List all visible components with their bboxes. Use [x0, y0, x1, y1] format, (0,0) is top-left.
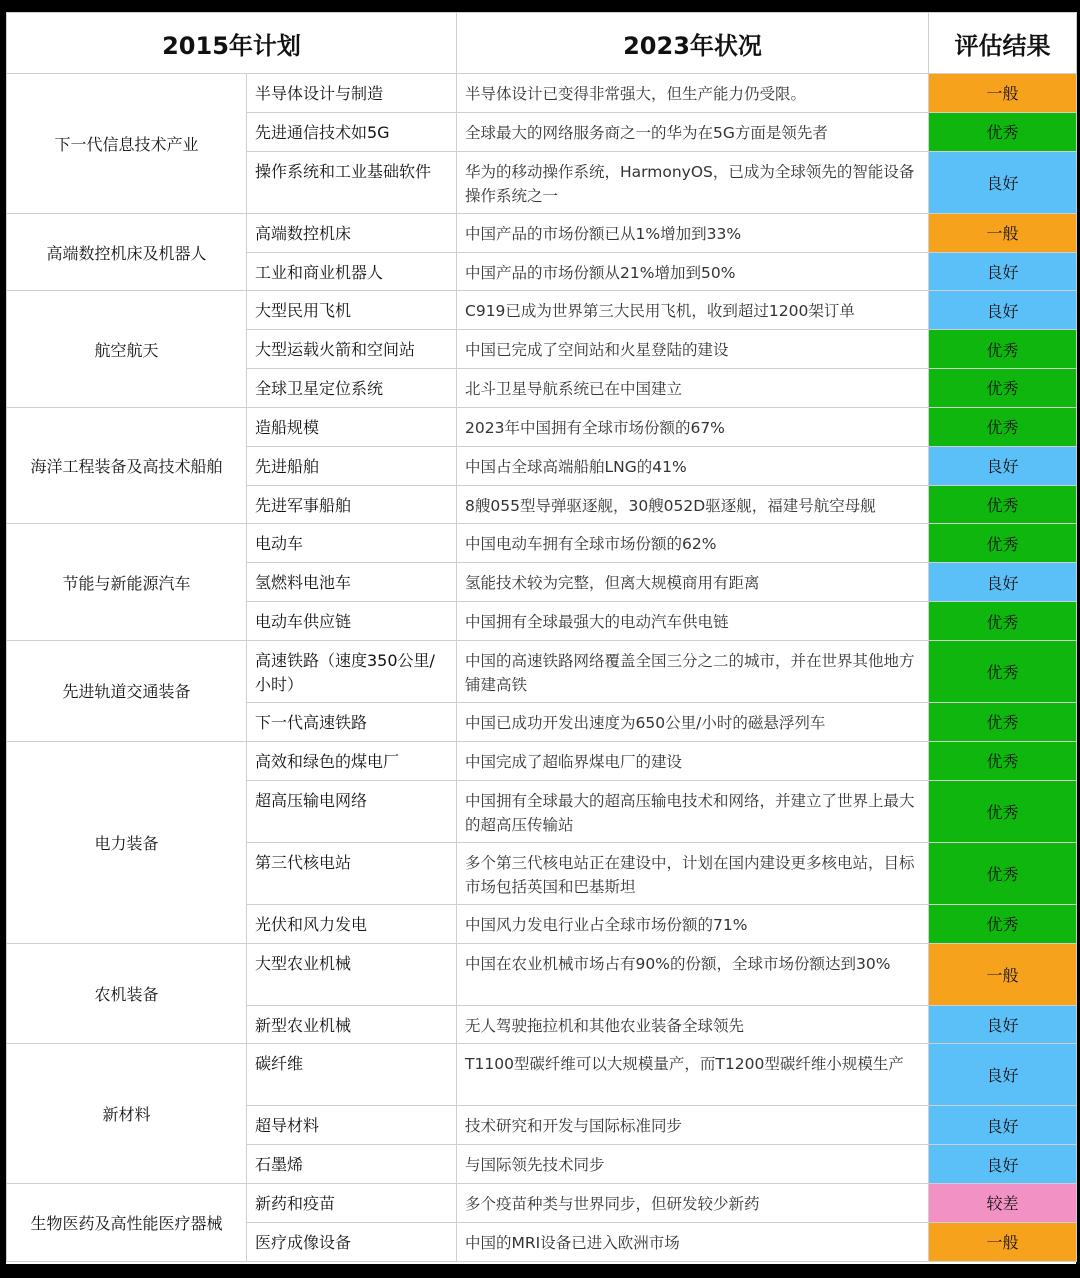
status-cell: 2023年中国拥有全球市场份额的67% [457, 407, 929, 446]
plan-item-cell: 先进军事船舶 [247, 485, 457, 524]
status-cell: 中国拥有全球最大的超高压输电技术和网络，并建立了世界上最大的超高压传输站 [457, 780, 929, 842]
table-row [7, 213, 1077, 252]
assessment-table [6, 12, 1077, 1262]
category-cell: 节能与新能源汽车 [7, 524, 247, 641]
rating-badge: 一般 [929, 213, 1077, 252]
rating-badge: 优秀 [929, 330, 1077, 369]
plan-item-cell: 高端数控机床 [247, 213, 457, 252]
status-cell: 北斗卫星导航系统已在中国建立 [457, 369, 929, 408]
category-cell: 先进轨道交通装备 [7, 640, 247, 741]
plan-item-cell: 电动车供应链 [247, 602, 457, 641]
status-cell: 华为的移动操作系统，HarmonyOS，已成为全球领先的智能设备操作系统之一 [457, 151, 929, 213]
table-row [7, 407, 1077, 446]
rating-badge: 良好 [929, 291, 1077, 330]
category-cell: 海洋工程装备及高技术船舶 [7, 407, 247, 524]
category-cell: 高端数控机床及机器人 [7, 213, 247, 291]
status-cell: 无人驾驶拖拉机和其他农业装备全球领先 [457, 1005, 929, 1044]
status-cell: 中国风力发电行业占全球市场份额的71% [457, 904, 929, 943]
status-cell: 多个第三代核电站正在建设中，计划在国内建设更多核电站，目标市场包括英国和巴基斯坦 [457, 842, 929, 904]
plan-item-cell: 光伏和风力发电 [247, 904, 457, 943]
status-cell: 与国际领先技术同步 [457, 1145, 929, 1184]
rating-badge: 优秀 [929, 842, 1077, 904]
plan-item-cell: 氢燃料电池车 [247, 563, 457, 602]
plan-item-cell: 下一代高速铁路 [247, 702, 457, 741]
plan-item-cell: 造船规模 [247, 407, 457, 446]
rating-badge: 优秀 [929, 524, 1077, 563]
plan-item-cell: 大型运载火箭和空间站 [247, 330, 457, 369]
rating-badge: 优秀 [929, 741, 1077, 780]
status-cell: 中国的MRI设备已进入欧洲市场 [457, 1222, 929, 1261]
rating-badge: 优秀 [929, 640, 1077, 702]
plan-item-cell: 操作系统和工业基础软件 [247, 151, 457, 213]
plan-item-cell: 全球卫星定位系统 [247, 369, 457, 408]
status-cell: 中国完成了超临界煤电厂的建设 [457, 741, 929, 780]
rating-badge: 一般 [929, 1222, 1077, 1261]
plan-item-cell: 新药和疫苗 [247, 1184, 457, 1223]
rating-badge: 优秀 [929, 702, 1077, 741]
header-plan: 2015年计划 [7, 13, 457, 74]
status-cell: 中国占全球高端船舶LNG的41% [457, 446, 929, 485]
plan-item-cell: 石墨烯 [247, 1145, 457, 1184]
status-cell: 中国已完成了空间站和火星登陆的建设 [457, 330, 929, 369]
rating-badge: 良好 [929, 1044, 1077, 1106]
status-cell: 中国拥有全球最强大的电动汽车供电链 [457, 602, 929, 641]
plan-item-cell: 高效和绿色的煤电厂 [247, 741, 457, 780]
rating-badge: 一般 [929, 74, 1077, 113]
rating-badge: 良好 [929, 1005, 1077, 1044]
table-row [7, 943, 1077, 1005]
category-cell: 生物医药及高性能医疗器械 [7, 1184, 247, 1262]
rating-badge: 良好 [929, 1106, 1077, 1145]
rating-badge: 优秀 [929, 112, 1077, 151]
status-cell: 中国产品的市场份额已从1%增加到33% [457, 213, 929, 252]
rating-badge: 优秀 [929, 780, 1077, 842]
status-cell: 中国电动车拥有全球市场份额的62% [457, 524, 929, 563]
table-header-row [7, 13, 1077, 74]
status-cell: 全球最大的网络服务商之一的华为在5G方面是领先者 [457, 112, 929, 151]
rating-badge: 良好 [929, 563, 1077, 602]
plan-item-cell: 超高压输电网络 [247, 780, 457, 842]
rating-badge: 良好 [929, 1145, 1077, 1184]
table-row [7, 640, 1077, 702]
table-row [7, 291, 1077, 330]
header-rating: 评估结果 [929, 13, 1077, 74]
category-cell: 航空航天 [7, 291, 247, 408]
status-cell: 中国产品的市场份额从21%增加到50% [457, 252, 929, 291]
table-row [7, 524, 1077, 563]
plan-item-cell: 工业和商业机器人 [247, 252, 457, 291]
status-cell: 半导体设计已变得非常强大，但生产能力仍受限。 [457, 74, 929, 113]
rating-badge: 良好 [929, 151, 1077, 213]
rating-badge: 良好 [929, 446, 1077, 485]
status-cell: 多个疫苗种类与世界同步，但研发较少新药 [457, 1184, 929, 1223]
status-cell: 8艘055型导弹驱逐舰，30艘052D驱逐舰，福建号航空母舰 [457, 485, 929, 524]
plan-item-cell: 超导材料 [247, 1106, 457, 1145]
status-cell: 中国的高速铁路网络覆盖全国三分之二的城市，并在世界其他地方铺建高铁 [457, 640, 929, 702]
plan-item-cell: 先进船舶 [247, 446, 457, 485]
status-cell: 技术研究和开发与国际标准同步 [457, 1106, 929, 1145]
plan-item-cell: 电动车 [247, 524, 457, 563]
category-cell: 新材料 [7, 1044, 247, 1184]
category-cell: 农机装备 [7, 943, 247, 1044]
rating-badge: 优秀 [929, 904, 1077, 943]
rating-badge: 良好 [929, 252, 1077, 291]
status-cell: C919已成为世界第三大民用飞机，收到超过1200架订单 [457, 291, 929, 330]
status-cell: 中国已成功开发出速度为650公里/小时的磁悬浮列车 [457, 702, 929, 741]
plan-item-cell: 新型农业机械 [247, 1005, 457, 1044]
rating-badge: 优秀 [929, 485, 1077, 524]
plan-item-cell: 高速铁路（速度350公里/小时） [247, 640, 457, 702]
status-cell: 中国在农业机械市场占有90%的份额，全球市场份额达到30% [457, 943, 929, 1005]
rating-badge: 优秀 [929, 407, 1077, 446]
plan-item-cell: 碳纤维 [247, 1044, 457, 1106]
rating-badge: 优秀 [929, 369, 1077, 408]
rating-badge: 优秀 [929, 602, 1077, 641]
header-status: 2023年状况 [457, 13, 929, 74]
status-cell: T1100型碳纤维可以大规模量产，而T1200型碳纤维小规模生产 [457, 1044, 929, 1106]
table-row [7, 1184, 1077, 1223]
assessment-table-container [6, 12, 1076, 1264]
plan-item-cell: 第三代核电站 [247, 842, 457, 904]
table-body [7, 74, 1077, 1262]
category-cell: 电力装备 [7, 741, 247, 943]
plan-item-cell: 先进通信技术如5G [247, 112, 457, 151]
rating-badge: 一般 [929, 943, 1077, 1005]
plan-item-cell: 大型农业机械 [247, 943, 457, 1005]
table-row [7, 1044, 1077, 1106]
status-cell: 氢能技术较为完整，但离大规模商用有距离 [457, 563, 929, 602]
plan-item-cell: 大型民用飞机 [247, 291, 457, 330]
category-cell: 下一代信息技术产业 [7, 74, 247, 214]
rating-badge: 较差 [929, 1184, 1077, 1223]
plan-item-cell: 医疗成像设备 [247, 1222, 457, 1261]
table-row [7, 741, 1077, 780]
table-row [7, 74, 1077, 113]
plan-item-cell: 半导体设计与制造 [247, 74, 457, 113]
